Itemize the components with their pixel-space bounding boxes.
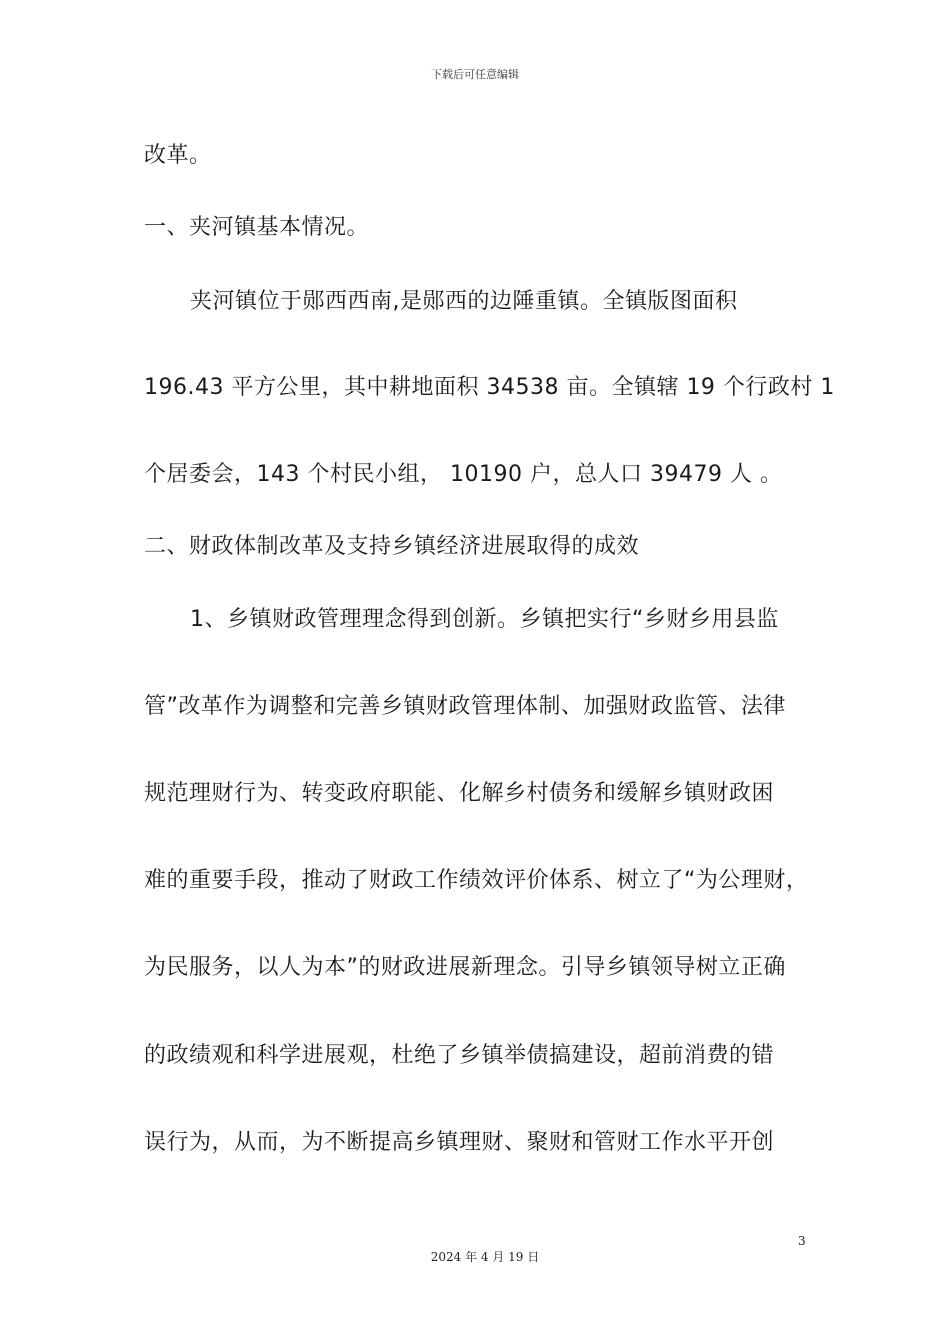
paragraph-line: 为民服务，以人为本”的财政进展新理念。引导乡镇领导树立正确: [144, 955, 786, 980]
paragraph-line: 1、乡镇财政管理理念得到创新。乡镇把实行“乡财乡用县监: [190, 607, 779, 632]
section-heading: 二、财政体制改革及支持乡镇经济进展取得的成效: [144, 534, 640, 559]
paragraph-line: 误行为，从而，为不断提高乡镇理财、聚财和管财工作水平开创: [144, 1130, 775, 1155]
paragraph-line: 个居委会，143 个村民小组， 10190 户，总人口 39479 人 。: [144, 462, 783, 487]
paragraph-line: 196.43 平方公里，其中耕地面积 34538 亩。全镇辖 19 个行政村 1: [144, 375, 835, 400]
page-header: 下载后可任意编辑: [431, 68, 519, 81]
paragraph-line: 规范理财行为、转变政府职能、化解乡村债务和缓解乡镇财政困: [144, 781, 775, 806]
paragraph-line: 的政绩观和科学进展观，杜绝了乡镇举债搞建设，超前消费的错: [144, 1043, 775, 1068]
footer-date: 2024 年 4 月 19 日: [430, 1250, 540, 1264]
page-number: 3: [798, 1234, 806, 1248]
section-heading: 一、夹河镇基本情况。: [144, 215, 370, 240]
paragraph-line: 夹河镇位于郧西西南,是郧西的边陲重镇。全镇版图面积: [190, 289, 738, 314]
paragraph-line: 难的重要手段，推动了财政工作绩效评价体系、树立了“为公理财，: [144, 868, 809, 893]
paragraph-line: 改革。: [144, 143, 212, 168]
paragraph-line: 管”改革作为调整和完善乡镇财政管理体制、加强财政监管、法律: [144, 694, 786, 719]
